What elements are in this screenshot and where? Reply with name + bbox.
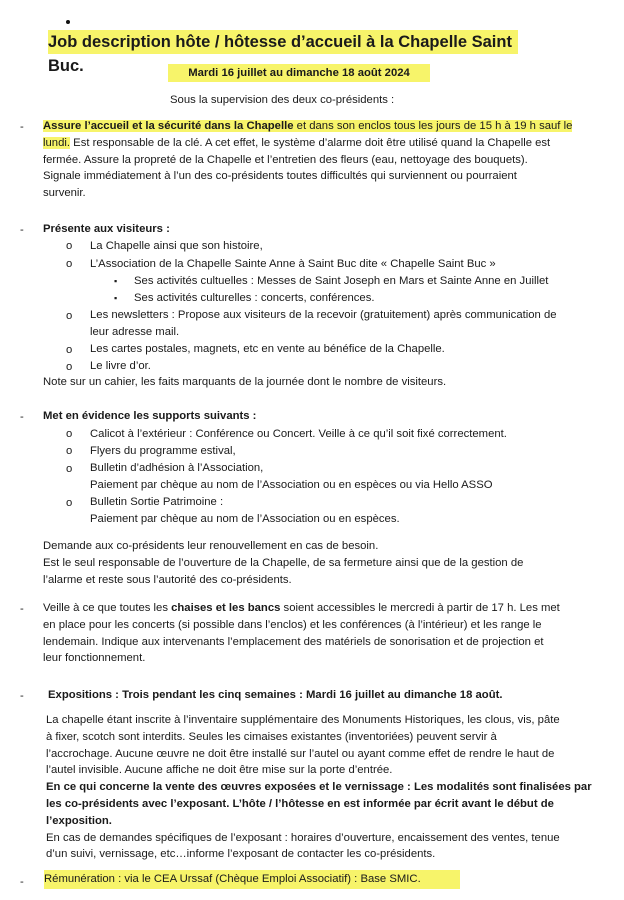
section-dash: - <box>20 224 24 236</box>
visitors-heading: Présente aux visiteurs : <box>43 223 170 235</box>
section-dash: - <box>20 411 24 423</box>
section-dash: - <box>20 603 24 615</box>
visitors-item-postcards: Les cartes postales, magnets, etc en vente au bénéfice de la Chapelle. <box>90 343 445 355</box>
supports-heading: Met en évidence les supports suivants : <box>43 410 257 422</box>
visitors-note: Note sur un cahier, les faits marquants de la journée dont le nombre de visiteurs. <box>43 376 447 388</box>
circle-bullet: o <box>66 428 73 440</box>
visitors-subitem-cultual: Ses activités cultuelles : Messes de Saint Joseph en Mars et Sainte Anne en Juillet <box>134 275 549 287</box>
section-chairs: Veille à ce que toutes les chaises et les bancs soient accessibles le mercredi à partir de 17 h. Les met en place pour les concerts (si possible dans l’enclos) et les conférences (à l’intérieur) et les range le lendemain. Indique aux intervenants l’emplacement des matériels de sonorisation et de projection et leur fonctionnement. <box>43 600 595 667</box>
circle-bullet: o <box>66 258 73 270</box>
reception-line-4: Signale immédiatement à l’un des co-présidents toutes difficultés qui surviennent ou pourraient <box>43 170 517 183</box>
circle-bullet: o <box>66 463 73 475</box>
circle-bullet: o <box>66 240 73 252</box>
date-range: Mardi 16 juillet au dimanche 18 août 2024 <box>168 64 430 82</box>
supervision-line: Sous la supervision des deux co-présidents : <box>170 94 395 106</box>
visitors-item-guestbook: Le livre d’or. <box>90 360 151 372</box>
reception-line-5: survenir. <box>43 187 86 200</box>
chairs-line-1: Veille à ce que toutes les chaises et les bancs soient accessibles le mercredi à partir de 17 h. Les met <box>43 602 560 614</box>
supports-item-heritage: Bulletin Sortie Patrimoine : Paiement par chèque au nom de l’Association ou en espèces. <box>90 496 400 525</box>
reception-line-1: Assure l’accueil et la sécurité dans la Chapelle et dans son enclos tous les jours de 15 h à 19 h sauf le <box>43 120 573 132</box>
exhibitions-body: La chapelle étant inscrite à l’inventaire supplémentaire des Monuments Historiques, les clous, vis, pâte à fixer, scotch sont interdits. Seules les cimaises existantes (inventoriées) peuvent servir à l’accrochage. Aucune œuvre ne doit être installé sur l’autel ou ayant comme effet de rendre le haut de l’autel invisible. Aucune affiche ne doit être mise sur la porte d’entrée. En ce qui concerne la vente des œuvres exposées et le vernissage : Les modalités sont finalisées par les co-présidents avec l’exposant. L’hôte / l’hôtesse en est informée par écrit avant le début de l’exposition. En cas de demandes spécifiques de l’exposant : horaires d’ouverture, encaissement des ventes, tenue d’un suivi, vernissage, etc…informe l’exposant de contacter les co-présidents. <box>46 714 592 861</box>
square-bullet: ▪ <box>114 276 118 286</box>
section-dash: - <box>20 876 24 888</box>
section-dash: - <box>20 690 24 702</box>
reception-line-3: fermée. Assure la propreté de la Chapelle et l’entretien des fleurs (eau, nettoyage des bouquets). <box>43 153 528 166</box>
stray-dot <box>66 20 70 24</box>
section-dash: - <box>20 121 24 133</box>
visitors-subitem-cultural: Ses activités culturelles : concerts, conférences. <box>134 292 375 304</box>
visitors-item-association: L’Association de la Chapelle Sainte Anne à Saint Buc dite « Chapelle Saint Buc » <box>90 258 496 270</box>
visitors-item-history: La Chapelle ainsi que son histoire, <box>90 240 263 252</box>
circle-bullet: o <box>66 344 73 356</box>
remuneration-line: Rémunération : via le CEA Urssaf (Chèque Emploi Associatif) : Base SMIC. <box>44 870 460 889</box>
circle-bullet: o <box>66 310 73 322</box>
exhibitions-heading: Expositions : Trois pendant les cinq semaines : Mardi 16 juillet au dimanche 18 août. <box>48 689 503 701</box>
supports-item-membership: Bulletin d’adhésion à l’Association, Paiement par chèque au nom de l’Association ou en espèces ou via Hello ASSO <box>90 462 493 491</box>
square-bullet: ▪ <box>114 293 118 303</box>
visitors-item-newsletters: Les newsletters : Propose aux visiteurs de la recevoir (gratuitement) après communication de leur adresse mail. <box>90 309 557 338</box>
circle-bullet: o <box>66 361 73 373</box>
circle-bullet: o <box>66 445 73 457</box>
supports-item-banner: Calicot à l’extérieur : Conférence ou Concert. Veille à ce qu’il soit fixé correctement. <box>90 428 507 440</box>
section-reception <box>43 118 595 202</box>
page-title: Job description hôte / hôtesse d’accueil à la Chapelle Saint Buc. <box>48 30 518 54</box>
reception-line-2: lundi. Est responsable de la clé. A cet effet, le système d’alarme doit être utilisé quand la Chapelle est <box>43 136 551 149</box>
supports-item-flyers: Flyers du programme estival, <box>90 445 236 457</box>
supports-paragraph: Demande aux co-présidents leur renouvellement en cas de besoin. Est le seul responsable de l’ouverture de la Chapelle, de sa fermeture ainsi que de la gestion de l’alarme et reste sous l’autorité des co-présidents. <box>43 540 524 586</box>
circle-bullet: o <box>66 497 73 509</box>
